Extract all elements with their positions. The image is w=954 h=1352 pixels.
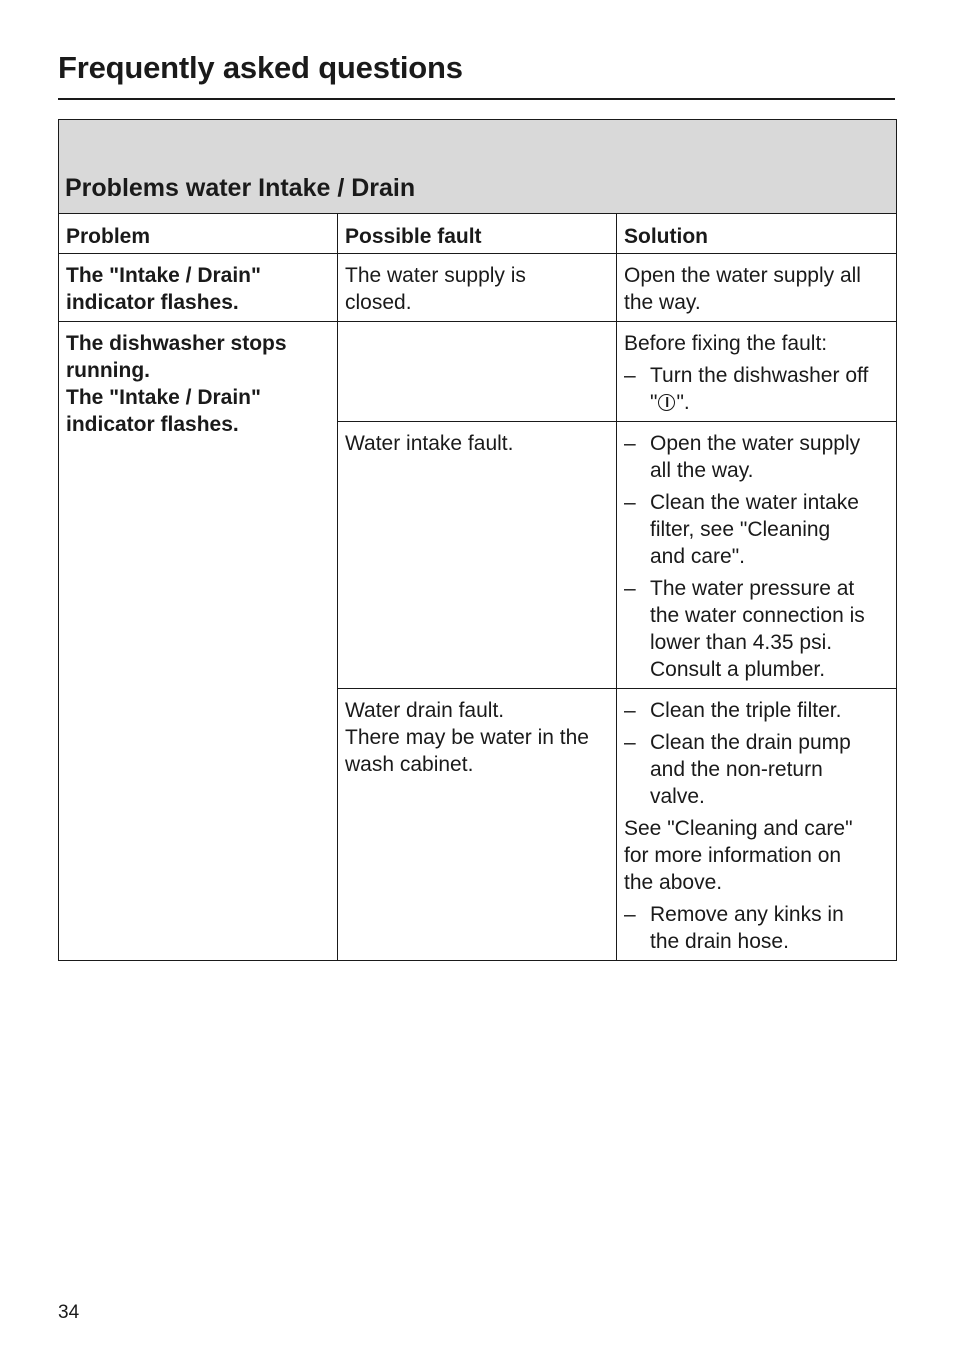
solution-cell (617, 689, 897, 961)
dash-bullet: – (624, 364, 636, 387)
problem-line: The "Intake / Drain" (66, 386, 261, 409)
fault-line: Water drain fault. (345, 699, 505, 722)
solution-line: the way. (624, 291, 701, 314)
solution-cell (617, 422, 897, 689)
problem-line: running. (66, 359, 150, 382)
list-line: and the non-return (650, 758, 823, 781)
page-title: Frequently asked questions (58, 50, 463, 85)
list-line: all the way. (650, 459, 754, 482)
problem-line: The "Intake / Drain" (66, 264, 261, 287)
problem-line: indicator flashes. (66, 291, 239, 314)
fault-cell: Water intake fault. (338, 422, 617, 689)
list-line: and care". (650, 545, 746, 568)
problem-cell (59, 254, 338, 322)
list-line: valve. (650, 785, 705, 808)
section-title: Problems water Intake / Drain (59, 120, 897, 214)
list-item (624, 362, 889, 416)
header-solution: Solution (617, 214, 897, 254)
list-item (624, 729, 889, 810)
solution-list (624, 362, 889, 416)
note-line: See "Cleaning and care" (624, 817, 853, 840)
dash-bullet: – (624, 432, 636, 455)
solution-list (624, 430, 889, 683)
solution-list (624, 697, 889, 810)
problem-line: indicator flashes. (66, 413, 239, 436)
fault-line: wash cabinet. (345, 753, 474, 776)
list-line: Open the water supply (650, 432, 861, 455)
note-line: for more information on (624, 844, 842, 867)
header-row (59, 214, 897, 254)
faq-table (58, 119, 897, 961)
dash-bullet: – (624, 699, 636, 722)
list-line: Clean the drain pump (650, 731, 851, 754)
solution-intro: Before fixing the fault: (624, 332, 828, 355)
fault-cell (338, 689, 617, 961)
fault-cell (338, 254, 617, 322)
list-line: the drain hose. (650, 930, 789, 953)
title-divider (58, 98, 895, 100)
list-line: lower than 4.35 psi. (650, 631, 833, 654)
solution-line: Open the water supply all (624, 264, 861, 287)
header-problem: Problem (59, 214, 338, 254)
dash-bullet: – (624, 577, 636, 600)
table-row (59, 322, 897, 422)
list-item (624, 697, 889, 724)
page-number: 34 (58, 1302, 80, 1323)
note-line: the above. (624, 871, 723, 894)
fault-line: The water supply is (345, 264, 526, 287)
list-line: Consult a plumber. (650, 658, 826, 681)
dash-bullet: – (624, 731, 636, 754)
fault-line: closed. (345, 291, 412, 314)
fault-line: There may be water in the (345, 726, 589, 749)
quote-open: " (650, 391, 658, 414)
list-item (624, 489, 889, 570)
header-possible-fault: Possible fault (338, 214, 617, 254)
solution-list (624, 901, 889, 955)
solution-cell (617, 322, 897, 422)
problem-line: The dishwasher stops (66, 332, 287, 355)
list-line: the water connection is (650, 604, 865, 627)
fault-cell-empty (338, 322, 617, 422)
dash-bullet: – (624, 491, 636, 514)
list-line: The water pressure at (650, 577, 855, 600)
quote-close: ". (676, 391, 690, 414)
list-line: filter, see "Cleaning (650, 518, 831, 541)
list-line (650, 389, 889, 416)
list-line: Turn the dishwasher off (650, 364, 869, 387)
list-line: Remove any kinks in (650, 903, 844, 926)
dash-bullet: – (624, 903, 636, 926)
list-line: Clean the water intake (650, 491, 859, 514)
list-item (624, 901, 889, 955)
solution-cell (617, 254, 897, 322)
power-icon (658, 394, 675, 411)
list-item (624, 430, 889, 484)
list-item (624, 575, 889, 683)
problem-cell (59, 322, 338, 961)
table-row (59, 254, 897, 322)
solution-note (624, 815, 889, 896)
list-line: Clean the triple filter. (650, 699, 842, 722)
